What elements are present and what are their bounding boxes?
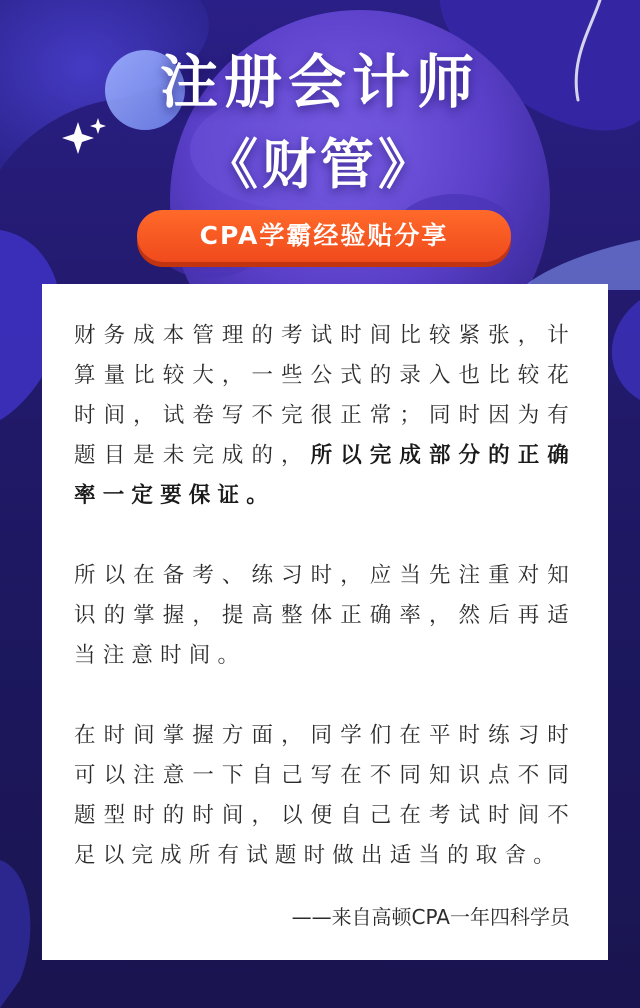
paragraph-1	[74, 316, 576, 516]
paragraph-1-text: 财务成本管理的考试时间比较紧张，计算量比较大，一些公式的录入也比较花时间，试卷写不完很正常；同时因为有题目是未完成的，	[74, 323, 576, 468]
page-title: 注册会计师	[159, 48, 480, 116]
page-subtitle: 《财管》	[204, 133, 436, 196]
content-card	[42, 284, 608, 960]
paragraph-2: 所以在备考、练习时，应当先注重对知识的掌握，提高整体正确率，然后再适当注意时间。	[74, 563, 576, 668]
signature: ——来自高顿CPA一年四科学员	[291, 905, 570, 929]
paragraph-1-emphasis: 所以完成部分的正确率一定要保证。	[74, 443, 576, 508]
tag-badge: CPA学霸经验贴分享	[137, 210, 511, 262]
paragraph-3: 在时间掌握方面，同学们在平时练习时可以注意一下自己写在不同知识点不同题型时的时间，以便自己在考试时间不足以完成所有试题时做出适当的取舍。	[74, 723, 576, 868]
